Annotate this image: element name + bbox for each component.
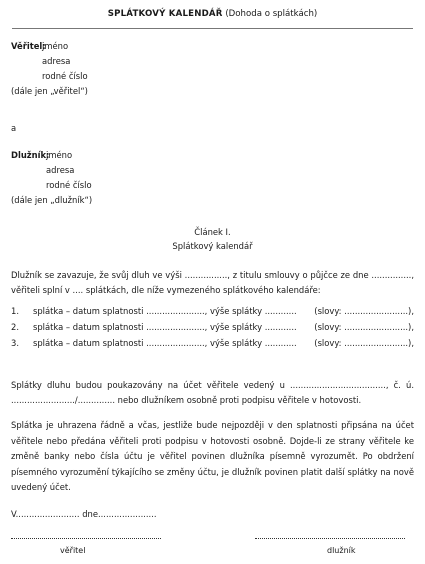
installment-terms: splátka – datum splatnosti ......................, výše splátky ............ [33,338,297,348]
creditor-label: Věřitel: [11,41,46,51]
article-subheading: Splátkový kalendář [172,241,253,251]
debtor-signature-label: dlužník [327,546,356,555]
installment-list [11,306,414,354]
installment-terms: splátka – datum splatnosti ......................, výše splátky ............ [33,322,297,332]
installment-number: 1. [11,306,19,316]
place-date-line: V........................ dne...................... [11,509,157,519]
installment-in-words: (slovy: ........................), [314,306,414,316]
creditor-birth-number: rodné číslo [42,71,88,81]
paragraph-obligation: Dlužník se zavazuje, že svůj dluh ve výši ................, z titulu smlouvy o půjčce ze dne ..............., věřiteli splní v .... splátkách, dle níže vymezeného splátkového kalendáře: [11,270,414,295]
creditor-block [11,41,88,101]
installment-terms: splátka – datum splatnosti ......................, výše splátky ............ [33,306,297,316]
installment-row [11,338,414,354]
creditor-role-line: (dále jen „věřitel“) [11,86,88,96]
paragraph-payment-method: Splátky dluhu budou poukazovány na účet věřitele vedený u ...................................., č. ú. ......................../.............. nebo dlužníkem osobně proti podpisu věřitele v hotovosti. [11,380,414,405]
document-title [12,8,413,20]
installment-row [11,322,414,338]
title-sub: (Dohoda o splátkách) [225,9,318,19]
creditor-address: adresa [42,56,71,66]
installment-row [11,306,414,322]
article-heading-block [0,227,425,255]
installment-in-words: (slovy: ........................), [314,338,414,348]
paragraph-payment-terms: Splátka je uhrazena řádně a včas, jestliže bude nejpozději v den splatnosti připsána na účet věřitele nebo předána věřiteli proti podpisu v hotovosti osobně. Dojde-li ze strany věřitele ke změně banky nebo čísla účtu je věřitel povinen dlužníka písemně vyrozumět. Po obdržení písemného vyrozumění týkajícího se změny účtu, je dlužník povinen platit další splátky na nově uvedený účet. [11,420,414,493]
debtor-signature-line [255,538,405,539]
creditor-signature-label: věřitel [60,546,86,555]
conjunction: a [11,123,17,133]
creditor-signature-line [11,538,161,539]
installment-number: 3. [11,338,19,348]
title-divider [12,28,413,29]
debtor-block [11,150,92,210]
title-main: SPLÁTKOVÝ KALENDÁŘ [107,9,223,19]
debtor-name: jméno [46,150,73,160]
installment-number: 2. [11,322,19,332]
creditor-name: jméno [42,41,69,51]
article-heading: Článek I. [194,227,231,237]
debtor-label: Dlužník: [11,150,50,160]
debtor-birth-number: rodné číslo [46,180,92,190]
debtor-address: adresa [46,165,75,175]
installment-in-words: (slovy: ........................), [314,322,414,332]
debtor-role-line: (dále jen „dlužník“) [11,195,93,205]
